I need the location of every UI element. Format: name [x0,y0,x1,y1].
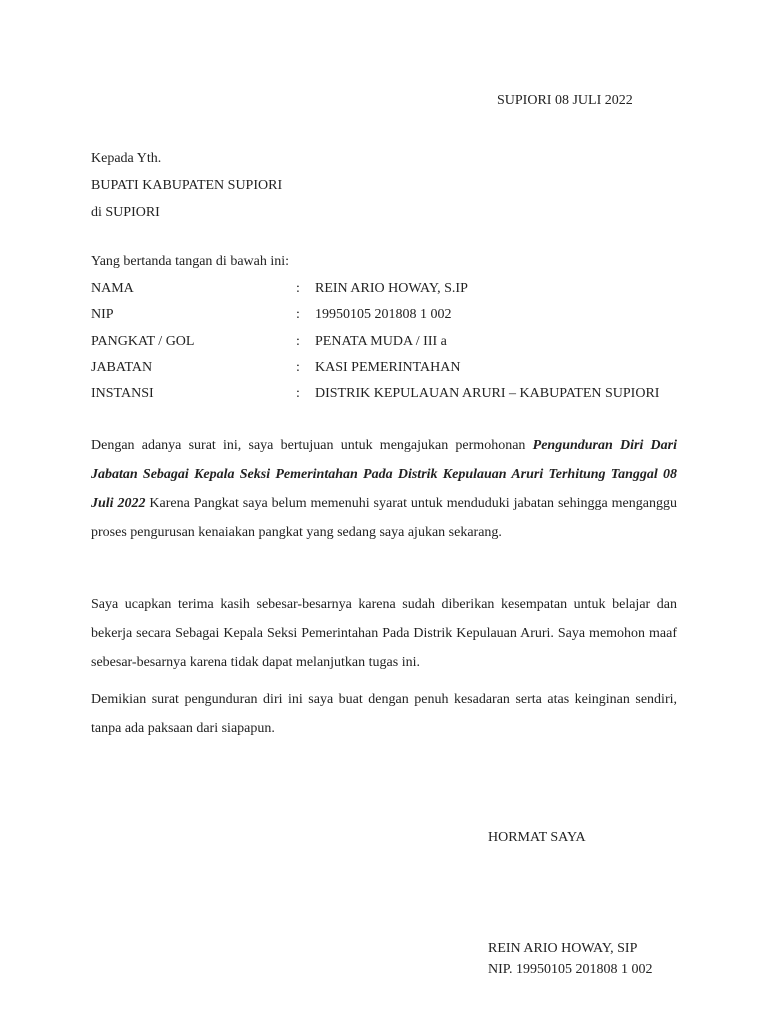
request-lead: Dengan adanya surat ini, saya bertujuan untuk mengajukan permohonan [91,438,533,453]
body-paragraph-request [91,431,677,547]
body-paragraph-thanks: Saya ucapkan terima kasih sebesar-besarnya karena sudah diberikan kesempatan untuk belajar dan bekerja secara Sebagai Kepala Seksi Pemerintahan Pada Distrik Kepulauan Aruri. Saya memohon maaf sebesar-besarnya karena tidak dapat melanjutkan tugas ini. [91,597,677,670]
identity-colon: : [296,307,300,322]
signer-nip: NIP. 19950105 201808 1 002 [488,962,653,977]
recipient-location: di SUPIORI [91,205,160,220]
identity-label: NAMA [91,281,134,296]
identity-label: JABATAN [91,360,153,375]
identity-label: PANGKAT / GOL [91,334,195,349]
identity-value: 19950105 201808 1 002 [315,307,452,322]
identity-row-instansi [0,386,768,412]
identity-colon: : [296,386,300,401]
letter-date: SUPIORI 08 JULI 2022 [497,93,633,108]
identity-value: DISTRIK KEPULAUAN ARURI – KABUPATEN SUPIORI [315,386,660,401]
identity-colon: : [296,281,300,296]
identity-colon: : [296,360,300,375]
identity-label: INSTANSI [91,386,154,401]
signer-name: REIN ARIO HOWAY, SIP [488,941,638,956]
body-paragraph-closing: Demikian surat pengunduran diri ini saya buat dengan penuh kesadaran serta atas keinginan sendiri, tanpa ada paksaan dari siapapun. [91,692,677,736]
identity-row-nip [0,307,768,333]
identity-row-nama [0,281,768,307]
recipient-name: BUPATI KABUPATEN SUPIORI [91,178,283,193]
identity-label: NIP [91,307,114,322]
identity-value: KASI PEMERINTAHAN [315,360,461,375]
identity-row-jabatan [0,360,768,386]
intro-line: Yang bertanda tangan di bawah ini: [91,254,290,269]
closing-greeting: HORMAT SAYA [488,830,586,845]
identity-value: REIN ARIO HOWAY, S.IP [315,281,468,296]
identity-row-pangkat [0,334,768,360]
identity-colon: : [296,334,300,349]
request-tail: Karena Pangkat saya belum memenuhi syarat untuk menduduki jabatan sehingga menganggu proses pengurusan kenaiakan pangkat yang sedang saya ajukan sekarang. [91,496,677,540]
recipient-salutation: Kepada Yth. [91,151,162,166]
identity-value: PENATA MUDA / III a [315,334,447,349]
request-emphasis: Pengunduran Diri Dari Jabatan Sebagai Kepala Seksi Pemerintahan Pada Distrik Kepulauan Aruri Terhitung Tanggal 08 Juli 2022 [91,438,677,511]
